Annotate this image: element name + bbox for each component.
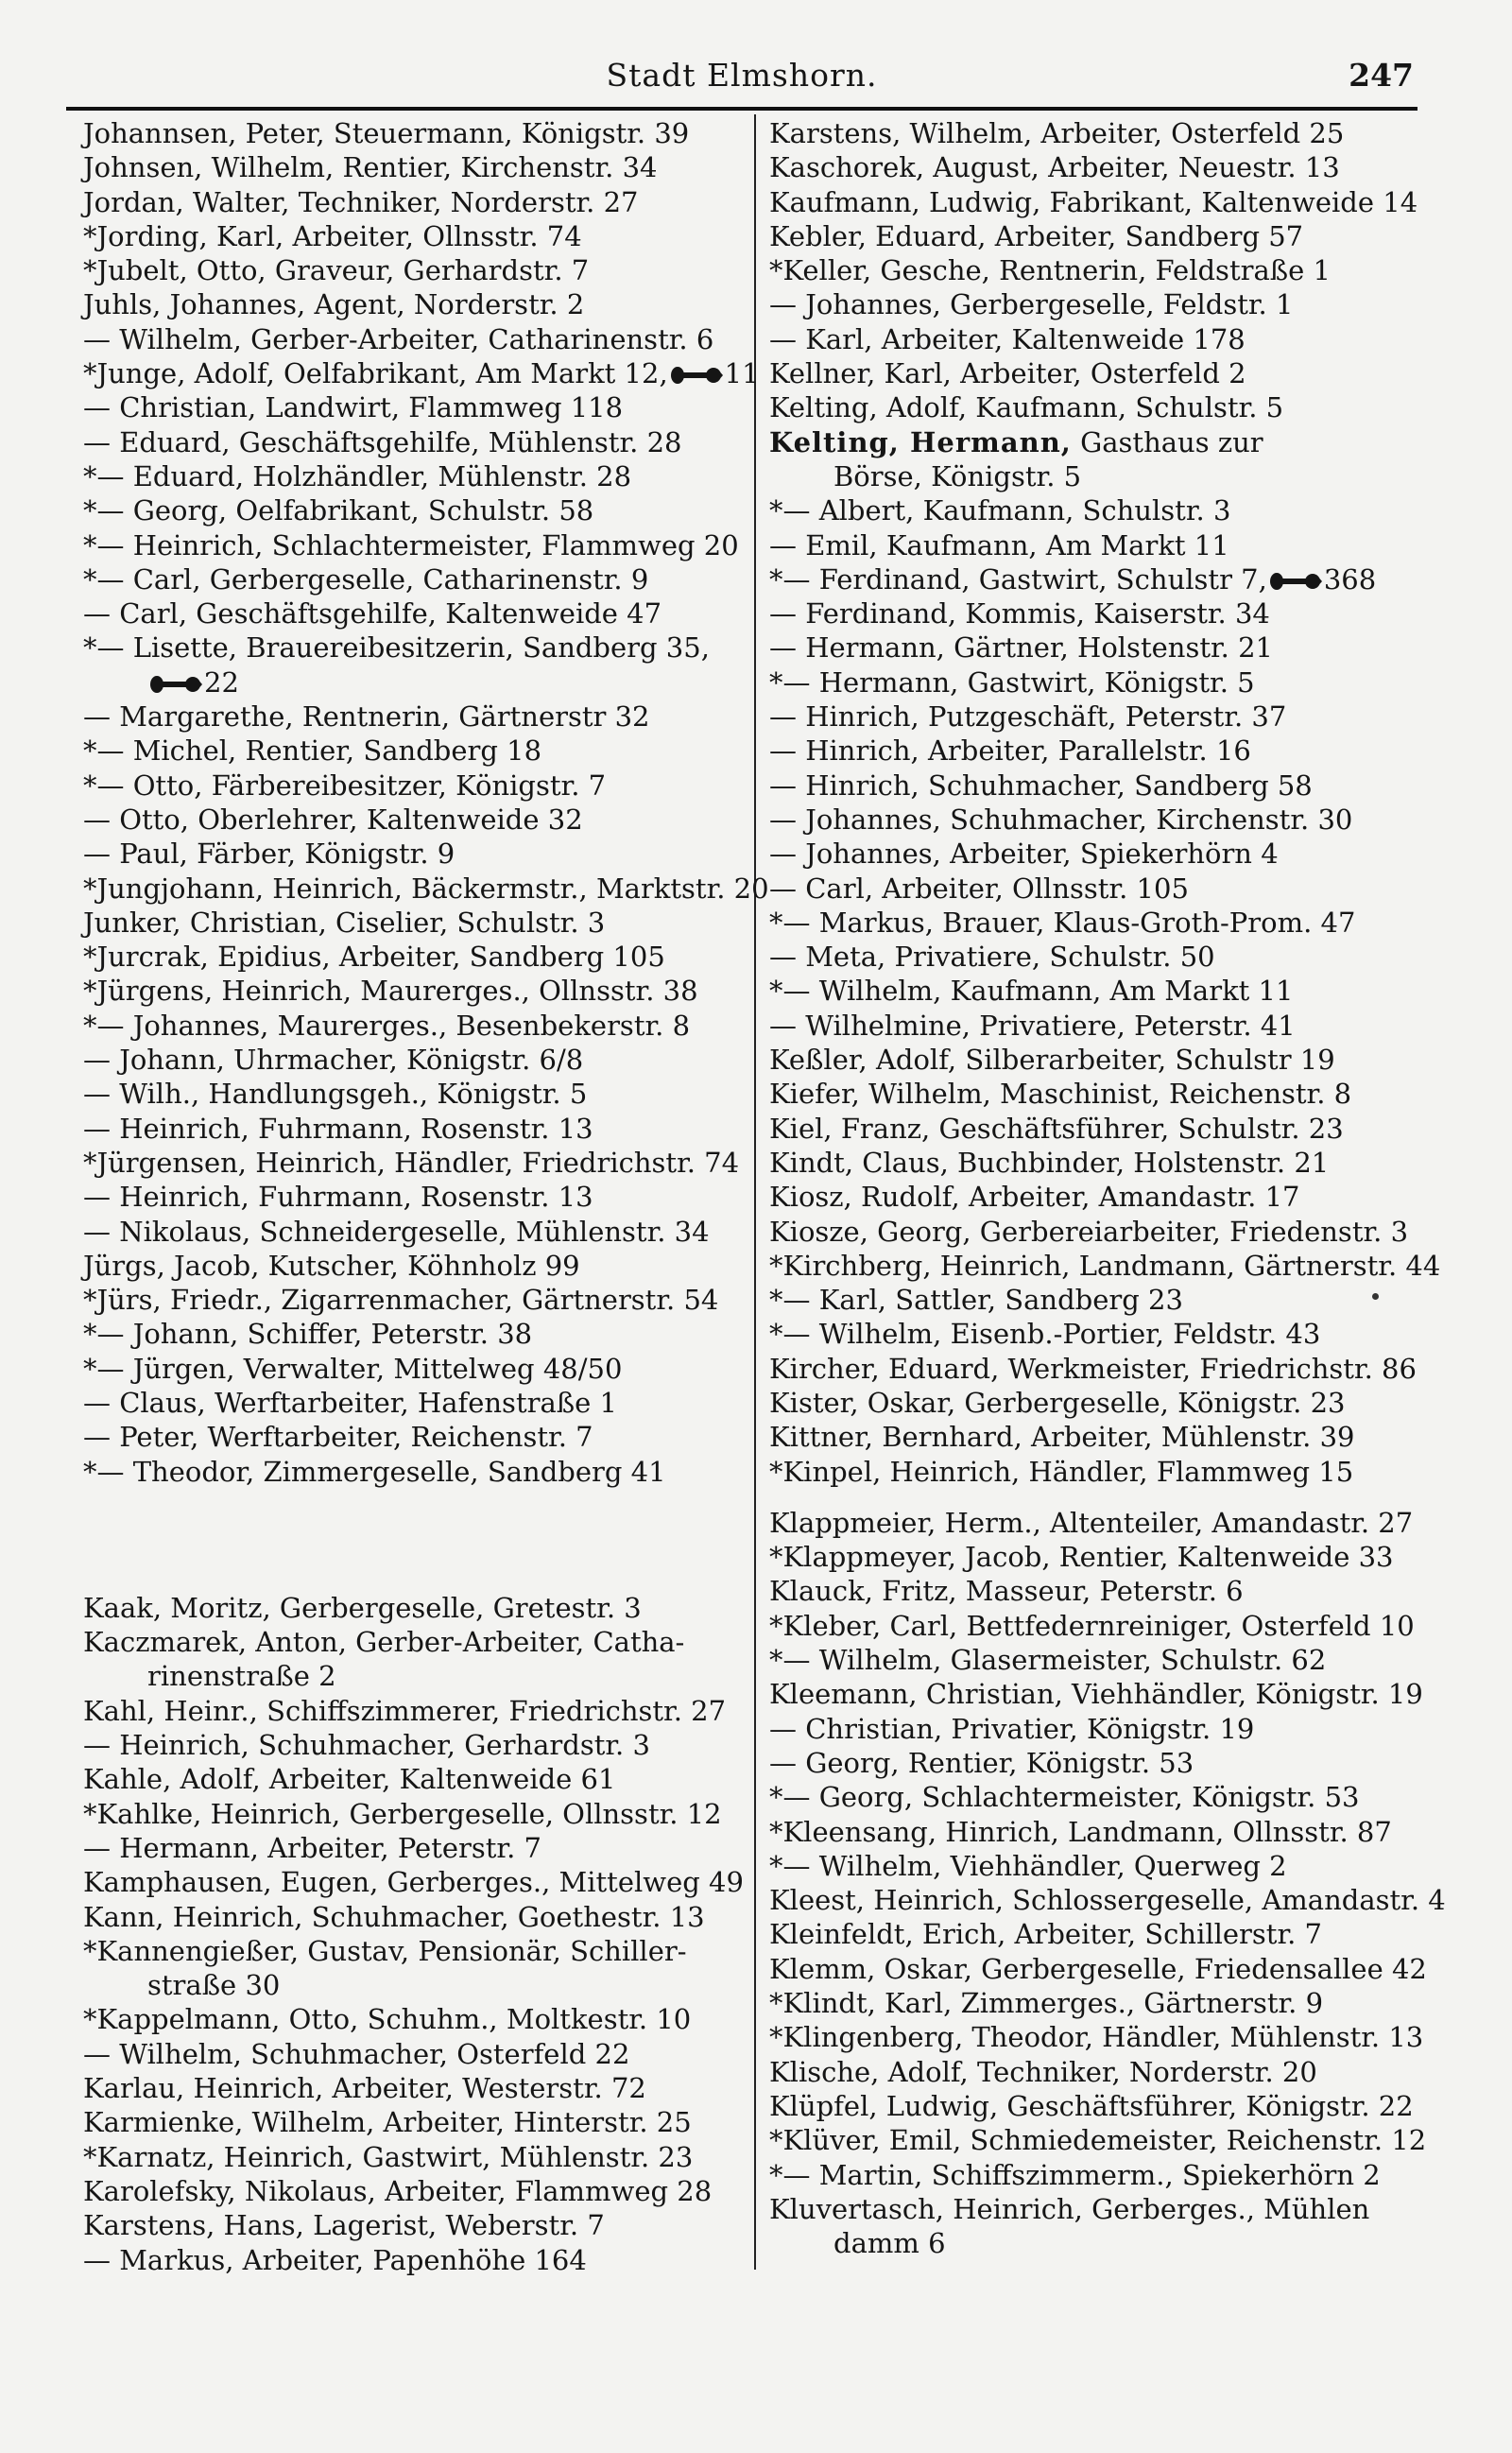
- phone-number: 11: [724, 357, 760, 390]
- entry-text: Kiel, Franz, Geschäftsführer, Schulstr. 23: [769, 1112, 1344, 1145]
- entry-text: Kaczmarek, Anton, Gerber-Arbeiter, Catha-: [83, 1626, 685, 1659]
- entry-text: — Otto, Oberlehrer, Kaltenweide 32: [83, 803, 583, 836]
- entry-text: *Jürgens, Heinrich, Maurerges., Ollnsstr. 38: [83, 975, 698, 1008]
- directory-entry: [769, 1077, 1442, 1111]
- entry-text: — Peter, Werftarbeiter, Reichenstr. 7: [83, 1421, 593, 1454]
- entry-bold-name: Kelting, Hermann,: [769, 425, 1072, 458]
- directory-entry: [769, 150, 1442, 184]
- directory-entry: [769, 1146, 1442, 1180]
- directory-entry: [83, 425, 745, 459]
- page-header: [66, 57, 1418, 104]
- directory-entry: [769, 1849, 1442, 1883]
- running-title: Stadt Elmshorn.: [606, 57, 878, 94]
- directory-entry: [83, 1762, 745, 1796]
- entry-text: *Jurcrak, Epidius, Arbeiter, Sandberg 105: [83, 941, 665, 974]
- entry-text: Kahle, Adolf, Arbeiter, Kaltenweide 61: [83, 1763, 616, 1796]
- directory-entry: [769, 1643, 1442, 1677]
- directory-entry: [83, 1865, 745, 1899]
- entry-text: Johannsen, Peter, Steuermann, Königstr. 39: [83, 117, 690, 149]
- entry-text: Kiefer, Wilhelm, Maschinist, Reichenstr. 8: [769, 1078, 1352, 1111]
- entry-text: *Junge, Adolf, Oelfabrikant, Am Markt 12,: [83, 357, 668, 390]
- directory-entry: [83, 562, 745, 596]
- directory-entry: [83, 2174, 745, 2208]
- directory-entry: [769, 1952, 1442, 1986]
- entry-text: Kamphausen, Eugen, Gerberges., Mittelweg 49: [83, 1866, 744, 1899]
- entry-text: Klische, Adolf, Techniker, Norderstr. 20: [769, 2055, 1317, 2088]
- directory-entry: [83, 940, 745, 974]
- directory-entry: [769, 1352, 1442, 1386]
- directory-entry: [83, 1386, 745, 1420]
- directory-entry: [83, 1146, 745, 1180]
- directory-entry: [769, 1746, 1442, 1780]
- directory-entry: [769, 1574, 1442, 1608]
- entry-text: — Hinrich, Arbeiter, Parallelstr. 16: [769, 734, 1251, 768]
- entry-text: Kahl, Heinr., Schiffszimmerer, Friedrichstr. 27: [83, 1694, 727, 1727]
- entry-text: *— Michel, Rentier, Sandberg 18: [83, 734, 542, 768]
- telephone-receiver-icon: [149, 674, 202, 695]
- entry-text: — Wilhelm, Schuhmacher, Osterfeld 22: [83, 2037, 630, 2070]
- directory-entry: [769, 1780, 1442, 1814]
- entry-text: — Eduard, Geschäftsgehilfe, Mühlenstr. 28: [83, 425, 682, 458]
- entry-text: *— Johann, Schiffer, Peterstr. 38: [83, 1318, 533, 1351]
- directory-entry: [769, 2055, 1442, 2089]
- entry-text: Börse, Königstr. 5: [833, 459, 1082, 492]
- entry-text: *— Albert, Kaufmann, Schulstr. 3: [769, 494, 1231, 527]
- directory-entry: [83, 2071, 745, 2105]
- directory-entry: [83, 1455, 745, 1489]
- entry-text: Kelting, Adolf, Kaufmann, Schulstr. 5: [769, 391, 1284, 424]
- directory-entry: [83, 631, 745, 665]
- directory-entry: [83, 837, 745, 871]
- directory-entry: [769, 1249, 1442, 1283]
- directory-entry: [83, 1009, 745, 1043]
- print-speck: [1372, 1293, 1379, 1300]
- directory-entry: [769, 1386, 1442, 1420]
- directory-entry: [769, 1883, 1446, 1917]
- phone-number: 368: [1323, 562, 1377, 596]
- directory-entry: [83, 2208, 745, 2242]
- directory-entry: [769, 1112, 1442, 1146]
- entry-text: — Paul, Färber, Königstr. 9: [83, 838, 455, 871]
- entry-text: damm 6: [833, 2227, 946, 2260]
- entry-text: Karlau, Heinrich, Arbeiter, Westerstr. 72: [83, 2072, 646, 2105]
- telephone-receiver-icon: [1269, 571, 1322, 592]
- directory-entry: [83, 2002, 745, 2036]
- entry-text: — Johannes, Schuhmacher, Kirchenstr. 30: [769, 803, 1353, 836]
- directory-entry: [769, 116, 1442, 150]
- directory-entry: [769, 872, 1442, 906]
- entry-text: Klüpfel, Ludwig, Geschäftsführer, Königstr. 22: [769, 2089, 1414, 2122]
- entry-text: — Wilh., Handlungsgeh., Königstr. 5: [83, 1078, 588, 1111]
- entry-text: *— Karl, Sattler, Sandberg 23: [769, 1284, 1183, 1317]
- directory-entry: [769, 1455, 1442, 1489]
- directory-entry: [769, 528, 1442, 562]
- directory-entry: [83, 1180, 745, 1214]
- telephone-receiver-icon: [670, 365, 723, 386]
- entry-text: Klappmeier, Herm., Altenteiler, Amandastr. 27: [769, 1506, 1414, 1539]
- directory-entry: [83, 287, 745, 321]
- entry-text: Johnsen, Wilhelm, Rentier, Kirchenstr. 34: [83, 151, 658, 184]
- directory-entry: [83, 700, 745, 734]
- directory-entry-continuation: [769, 2226, 1442, 2260]
- entry-text: *— Theodor, Zimmergeselle, Sandberg 41: [83, 1455, 666, 1488]
- directory-entry: [769, 1506, 1442, 1540]
- directory-entry: [83, 528, 745, 562]
- entry-text: *Karnatz, Heinrich, Gastwirt, Mühlenstr. 23: [83, 2140, 694, 2173]
- entry-text: *— Heinrich, Schlachtermeister, Flammweg 20: [83, 528, 739, 561]
- directory-entry: [83, 1043, 745, 1077]
- entry-text: — Carl, Arbeiter, Ollnsstr. 105: [769, 872, 1189, 905]
- entry-text: *— Eduard, Holzhändler, Mühlenstr. 28: [83, 459, 632, 492]
- entry-text: *— Lisette, Brauereibesitzerin, Sandberg 35,: [83, 631, 710, 665]
- entry-text: *— Jürgen, Verwalter, Mittelweg 48/50: [83, 1352, 623, 1385]
- entry-text: Karstens, Wilhelm, Arbeiter, Osterfeld 25: [769, 117, 1345, 149]
- entry-text: Kiosze, Georg, Gerbereiarbeiter, Friedenstr. 3: [769, 1215, 1409, 1248]
- entry-text: Kaufmann, Ludwig, Fabrikant, Kaltenweide 14: [769, 185, 1418, 218]
- entry-text: *Kannengießer, Gustav, Pensionär, Schiller-: [83, 1934, 687, 1967]
- entry-text: *Klingenberg, Theodor, Händler, Mühlenstr. 13: [769, 2021, 1424, 2054]
- directory-entry: [769, 665, 1442, 700]
- directory-entry: [83, 1625, 745, 1659]
- directory-entry: [83, 150, 745, 184]
- directory-entry: [83, 734, 745, 768]
- directory-entry: [769, 1540, 1442, 1574]
- directory-entry: [769, 1712, 1442, 1746]
- directory-entry: [769, 356, 1442, 390]
- entry-text: Kittner, Bernhard, Arbeiter, Mühlenstr. 39: [769, 1421, 1355, 1454]
- entry-text: — Heinrich, Schuhmacher, Gerhardstr. 3: [83, 1729, 650, 1762]
- directory-entry: [769, 940, 1442, 974]
- directory-entry: [83, 1077, 745, 1111]
- entry-text: *— Johannes, Maurerges., Besenbekerstr. 8: [83, 1009, 691, 1042]
- right-column: [769, 116, 1446, 2260]
- entry-text: — Meta, Privatiere, Schulstr. 50: [769, 941, 1215, 974]
- entry-text: — Heinrich, Fuhrmann, Rosenstr. 13: [83, 1112, 593, 1145]
- entry-text: *Jubelt, Otto, Graveur, Gerhardstr. 7: [83, 254, 590, 287]
- entry-text: Kleest, Heinrich, Schlossergeselle, Amandastr. 4: [769, 1884, 1446, 1917]
- directory-entry: [769, 185, 1442, 219]
- directory-entry: [83, 974, 745, 1008]
- entry-text: — Hinrich, Putzgeschäft, Peterstr. 37: [769, 700, 1287, 734]
- directory-entry-continuation: [83, 665, 745, 700]
- entry-text: *— Wilhelm, Kaufmann, Am Markt 11: [769, 975, 1294, 1008]
- entry-text: — Georg, Rentier, Königstr. 53: [769, 1746, 1194, 1779]
- entry-text: Kluvertasch, Heinrich, Gerberges., Mühlen: [769, 2192, 1370, 2225]
- directory-entry: [83, 253, 745, 287]
- entry-text: Karstens, Hans, Lagerist, Weberstr. 7: [83, 2209, 605, 2242]
- directory-entry: [83, 1112, 745, 1146]
- directory-entry: [83, 1352, 745, 1386]
- directory-entry: [769, 1317, 1442, 1351]
- entry-text: Jürgs, Jacob, Kutscher, Köhnholz 99: [83, 1249, 580, 1282]
- entry-text: *Jording, Karl, Arbeiter, Ollnsstr. 74: [83, 219, 582, 252]
- directory-entry: [83, 1831, 745, 1865]
- directory-entry: [769, 2192, 1442, 2226]
- entry-text: Klemm, Oskar, Gerbergeselle, Friedensallee 42: [769, 1952, 1427, 1985]
- directory-entry: [83, 459, 745, 493]
- directory-entry: [83, 1728, 745, 1762]
- directory-entry: [769, 734, 1442, 768]
- directory-entry: [83, 116, 745, 150]
- entry-text: Klauck, Fritz, Masseur, Peterstr. 6: [769, 1575, 1244, 1608]
- entry-text: Gasthaus zur: [1071, 425, 1263, 458]
- entry-text: — Johannes, Arbeiter, Spiekerhörn 4: [769, 838, 1279, 871]
- left-column: [83, 116, 769, 2277]
- directory-entry: [769, 425, 1442, 459]
- entry-text: Kaak, Moritz, Gerbergeselle, Gretestr. 3: [83, 1591, 642, 1624]
- directory-entry: [83, 1797, 745, 1831]
- entry-text: Kindt, Claus, Buchbinder, Holstenstr. 21: [769, 1146, 1330, 1179]
- entry-text: *— Ferdinand, Gastwirt, Schulstr 7,: [769, 562, 1267, 596]
- entry-text: — Nikolaus, Schneidergeselle, Mühlenstr. 34: [83, 1215, 710, 1248]
- directory-entry: [769, 390, 1442, 424]
- entry-text: *Kappelmann, Otto, Schuhm., Moltkestr. 10: [83, 2003, 692, 2036]
- entry-text: Karmienke, Wilhelm, Arbeiter, Hinterstr. 25: [83, 2106, 692, 2139]
- directory-entry-continuation: [769, 459, 1442, 493]
- directory-entry: [769, 803, 1442, 837]
- directory-entry: [83, 1591, 745, 1625]
- directory-entry: [769, 1215, 1442, 1249]
- entry-text: Keßler, Adolf, Silberarbeiter, Schulstr 19: [769, 1044, 1335, 1077]
- directory-entry: [83, 1420, 745, 1454]
- section-gap: [769, 1489, 1442, 1506]
- directory-entry: [769, 1180, 1442, 1214]
- directory-entry: [769, 1609, 1442, 1643]
- entry-text: — Johann, Uhrmacher, Königstr. 6/8: [83, 1044, 584, 1077]
- entry-text: *Klüver, Emil, Schmiedemeister, Reichenstr. 12: [769, 2124, 1427, 2157]
- directory-entry: [769, 1677, 1442, 1711]
- directory-entry: [769, 322, 1442, 356]
- directory-entry: [769, 562, 1442, 596]
- directory-entry: [83, 1283, 745, 1317]
- directory-entry: [83, 1900, 745, 1934]
- entry-text: *— Georg, Schlachtermeister, Königstr. 53: [769, 1781, 1360, 1814]
- directory-entry: [83, 2243, 745, 2277]
- entry-text: — Claus, Werftarbeiter, Hafenstraße 1: [83, 1386, 617, 1419]
- directory-entry: [769, 2089, 1442, 2123]
- directory-entry: [769, 1283, 1442, 1317]
- directory-entry-continuation: [83, 1968, 745, 2002]
- entry-text: *— Georg, Oelfabrikant, Schulstr. 58: [83, 494, 594, 527]
- directory-entry: [83, 390, 745, 424]
- entry-text: *— Martin, Schiffszimmerm., Spiekerhörn 2: [769, 2158, 1381, 2191]
- directory-entry: [769, 1986, 1442, 2020]
- directory-entry: [769, 974, 1442, 1008]
- directory-entry-continuation: [83, 1659, 745, 1693]
- entry-text: — Christian, Privatier, Königstr. 19: [769, 1712, 1255, 1745]
- directory-entry: [769, 769, 1442, 803]
- entry-text: — Christian, Landwirt, Flammweg 118: [83, 391, 624, 424]
- directory-entry: [83, 493, 745, 527]
- entry-text: straße 30: [147, 1969, 281, 2002]
- directory-entry: [769, 1815, 1442, 1849]
- entry-text: — Carl, Geschäftsgehilfe, Kaltenweide 47: [83, 597, 662, 631]
- entry-text: — Johannes, Gerbergeselle, Feldstr. 1: [769, 288, 1294, 321]
- directory-entry: [769, 2123, 1442, 2157]
- entry-text: *Kirchberg, Heinrich, Landmann, Gärtnerstr. 44: [769, 1249, 1441, 1282]
- entry-text: Kellner, Karl, Arbeiter, Osterfeld 2: [769, 357, 1246, 390]
- entry-text: *Kinpel, Heinrich, Händler, Flammweg 15: [769, 1455, 1354, 1488]
- entry-text: — Hermann, Gärtner, Holstenstr. 21: [769, 631, 1273, 665]
- entry-text: Karolefsky, Nikolaus, Arbeiter, Flammweg 28: [83, 2174, 713, 2207]
- directory-entry: [769, 287, 1442, 321]
- entry-text: *Jürgensen, Heinrich, Händler, Friedrichstr. 74: [83, 1146, 740, 1179]
- directory-entry: [83, 906, 745, 940]
- entry-text: Kaschorek, August, Arbeiter, Neuestr. 13: [769, 151, 1340, 184]
- directory-entry: [83, 2105, 745, 2139]
- entry-text: Kann, Heinrich, Schuhmacher, Goethestr. 13: [83, 1900, 705, 1933]
- entry-text: Kleemann, Christian, Viehhändler, Königstr. 19: [769, 1678, 1423, 1711]
- entry-text: *— Wilhelm, Eisenb.-Portier, Feldstr. 43: [769, 1318, 1321, 1351]
- entry-text: Kiosz, Rudolf, Arbeiter, Amandastr. 17: [769, 1181, 1300, 1214]
- entry-text: *Kleensang, Hinrich, Landmann, Ollnsstr. 87: [769, 1815, 1392, 1848]
- column-divider: [754, 114, 756, 2270]
- directory-entry: [83, 1317, 745, 1351]
- directory-entry: [769, 1009, 1442, 1043]
- directory-entry: [83, 185, 745, 219]
- directory-entry: [83, 2140, 745, 2174]
- directory-entry: [83, 1694, 745, 1728]
- entry-text: *Jungjohann, Heinrich, Bäckermstr., Marktstr. 20: [83, 872, 769, 905]
- entry-text: — Markus, Arbeiter, Papenhöhe 164: [83, 2243, 587, 2276]
- entry-text: — Karl, Arbeiter, Kaltenweide 178: [769, 322, 1246, 355]
- directory-entry: [83, 1215, 745, 1249]
- directory-entry: [769, 837, 1442, 871]
- directory-entry: [769, 631, 1442, 665]
- entry-text: — Margarethe, Rentnerin, Gärtnerstr 32: [83, 700, 650, 734]
- entry-text: rinenstraße 2: [147, 1660, 336, 1693]
- entry-text: *Kleber, Carl, Bettfedernreiniger, Osterfeld 10: [769, 1609, 1415, 1642]
- section-gap: [83, 1489, 745, 1591]
- directory-entry: [83, 356, 760, 390]
- entry-text: Juhls, Johannes, Agent, Norderstr. 2: [83, 288, 585, 321]
- directory-entry: [769, 1043, 1442, 1077]
- directory-entry: [83, 219, 745, 253]
- directory-entry: [769, 2020, 1442, 2054]
- entry-text: Jordan, Walter, Techniker, Norderstr. 27: [83, 185, 639, 218]
- entry-text: *— Hermann, Gastwirt, Königstr. 5: [769, 665, 1255, 699]
- entry-text: Junker, Christian, Ciselier, Schulstr. 3: [83, 906, 606, 939]
- page-number: 247: [1349, 57, 1414, 94]
- entry-text: Kleinfeldt, Erich, Arbeiter, Schillerstr. 7: [769, 1918, 1323, 1951]
- entry-text: *— Otto, Färbereibesitzer, Königstr. 7: [83, 769, 607, 802]
- directory-entry: [769, 700, 1442, 734]
- directory-entry: [83, 803, 745, 837]
- entry-text: Kebler, Eduard, Arbeiter, Sandberg 57: [769, 219, 1304, 252]
- entry-text: *— Wilhelm, Viehhändler, Querweg 2: [769, 1849, 1287, 1882]
- entry-text: — Wilhelm, Gerber-Arbeiter, Catharinenstr. 6: [83, 322, 714, 355]
- entry-text: *Klappmeyer, Jacob, Rentier, Kaltenweide 33: [769, 1541, 1394, 1574]
- directory-entry: [83, 769, 745, 803]
- directory-entry: [769, 906, 1442, 940]
- directory-entry: [83, 2037, 745, 2071]
- entry-text: — Ferdinand, Kommis, Kaiserstr. 34: [769, 597, 1270, 631]
- entry-text: *— Carl, Gerbergeselle, Catharinenstr. 9: [83, 562, 649, 596]
- entry-text: *Jürs, Friedr., Zigarrenmacher, Gärtnerstr. 54: [83, 1284, 719, 1317]
- directory-entry: [83, 322, 745, 356]
- entry-text: *— Wilhelm, Glasermeister, Schulstr. 62: [769, 1644, 1327, 1677]
- entry-text: *Keller, Gesche, Rentnerin, Feldstraße 1: [769, 254, 1331, 287]
- directory-entry: [769, 493, 1442, 527]
- entry-text: — Hinrich, Schuhmacher, Sandberg 58: [769, 769, 1313, 802]
- entry-text: — Hermann, Arbeiter, Peterstr. 7: [83, 1831, 541, 1864]
- entry-text: *Klindt, Karl, Zimmerges., Gärtnerstr. 9: [769, 1987, 1324, 2020]
- directory-entry: [83, 872, 769, 906]
- phone-number: 22: [204, 665, 239, 699]
- header-rule: [66, 107, 1418, 111]
- entry-text: *Kahlke, Heinrich, Gerbergeselle, Ollnsstr. 12: [83, 1797, 722, 1830]
- directory-entry: [769, 2158, 1442, 2192]
- directory-entry: [769, 219, 1442, 253]
- entry-text: — Emil, Kaufmann, Am Markt 11: [769, 528, 1229, 561]
- entry-text: *— Markus, Brauer, Klaus-Groth-Prom. 47: [769, 906, 1356, 939]
- entry-text: — Wilhelmine, Privatiere, Peterstr. 41: [769, 1009, 1296, 1042]
- directory-entry: [83, 1934, 745, 1968]
- directory-entry: [769, 1917, 1442, 1951]
- directory-entry: [769, 253, 1442, 287]
- directory-entry: [83, 1249, 745, 1283]
- entry-text: Kister, Oskar, Gerbergeselle, Königstr. 23: [769, 1386, 1346, 1419]
- directory-entry: [769, 596, 1442, 631]
- entry-text: Kircher, Eduard, Werkmeister, Friedrichstr. 86: [769, 1352, 1417, 1385]
- directory-entry: [83, 596, 745, 631]
- entry-text: — Heinrich, Fuhrmann, Rosenstr. 13: [83, 1181, 593, 1214]
- directory-entry: [769, 1420, 1442, 1454]
